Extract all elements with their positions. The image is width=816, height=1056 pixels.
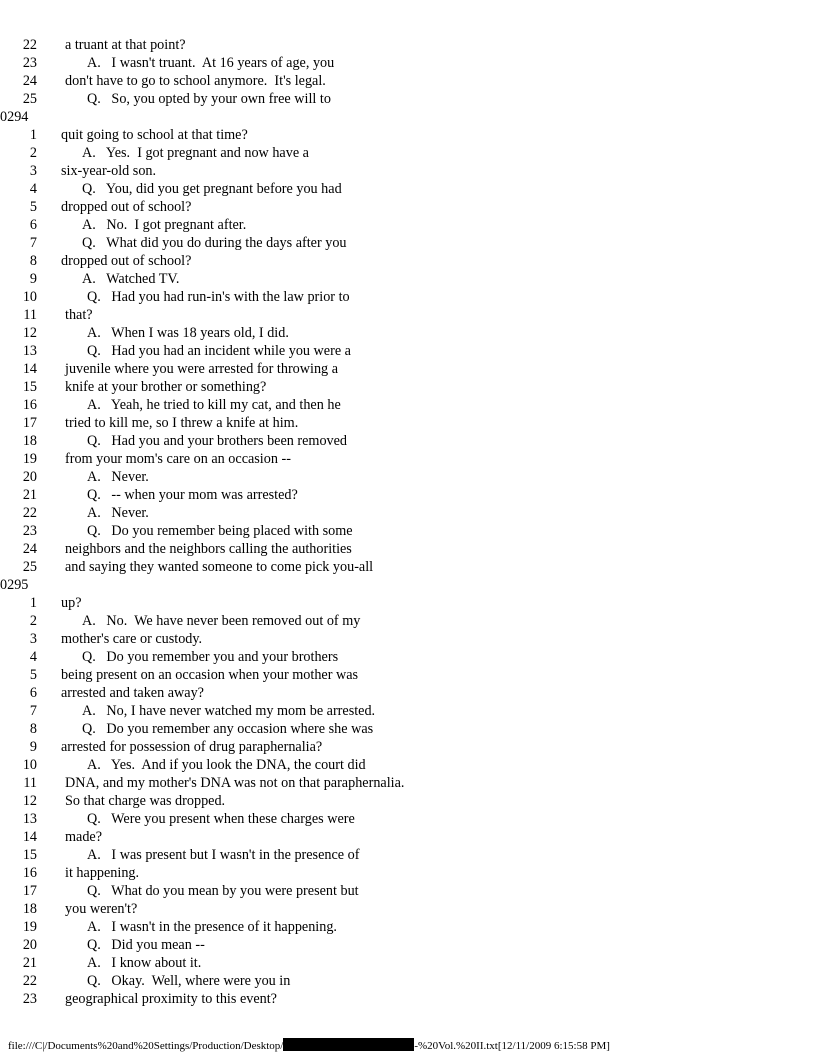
transcript-line (0, 828, 816, 846)
line-text: Q. Do you remember you and your brothers (82, 649, 339, 665)
line-text: dropped out of school? (61, 253, 192, 269)
transcript-line (0, 810, 816, 828)
page-number: 0295 (0, 577, 29, 593)
line-text: up? (61, 595, 82, 611)
transcript-line (0, 198, 816, 216)
line-text: being present on an occasion when your mother was (61, 667, 359, 683)
transcript-line (0, 630, 816, 648)
line-text: don't have to go to school anymore. It's legal. (65, 73, 326, 89)
transcript-line (0, 594, 816, 612)
transcript-line (0, 270, 816, 288)
line-number: 22 (22, 505, 37, 521)
line-text: Q. Had you had an incident while you were a (87, 343, 351, 359)
line-text: Q. What did you do during the days after you (82, 235, 347, 251)
transcript-line (0, 774, 816, 792)
transcript-line (0, 720, 816, 738)
transcript-line (0, 792, 816, 810)
line-number: 9 (29, 271, 37, 287)
line-text: neighbors and the neighbors calling the authorities (65, 541, 352, 557)
line-number: 3 (29, 163, 37, 179)
line-text: A. I wasn't in the presence of it happening. (87, 919, 337, 935)
line-text: arrested and taken away? (61, 685, 204, 701)
transcript-line (0, 288, 816, 306)
transcript-line (0, 342, 816, 360)
line-text: tried to kill me, so I threw a knife at him. (65, 415, 299, 431)
transcript-line (0, 162, 816, 180)
transcript-line (0, 864, 816, 882)
line-text: Q. You, did you get pregnant before you had (82, 181, 342, 197)
line-number: 5 (29, 667, 37, 683)
transcript-line (0, 558, 816, 576)
transcript-line (0, 234, 816, 252)
transcript-line (0, 450, 816, 468)
transcript-line (0, 990, 816, 1008)
line-text: mother's care or custody. (61, 631, 203, 647)
transcript-line (0, 144, 816, 162)
line-text: arrested for possession of drug paraphernalia? (61, 739, 323, 755)
page-number-marker (0, 108, 816, 126)
line-text: A. Watched TV. (82, 271, 180, 287)
transcript-line (0, 90, 816, 108)
line-number: 14 (22, 361, 37, 377)
line-number: 6 (29, 217, 37, 233)
line-text: A. I was present but I wasn't in the presence of (87, 847, 360, 863)
line-text: A. Yes. I got pregnant and now have a (82, 145, 309, 161)
transcript-line (0, 252, 816, 270)
line-number: 18 (22, 901, 37, 917)
transcript-line (0, 882, 816, 900)
line-number: 24 (22, 541, 37, 557)
line-text: quit going to school at that time? (61, 127, 248, 143)
line-text: Q. So, you opted by your own free will to (87, 91, 331, 107)
transcript-line (0, 396, 816, 414)
transcript-line (0, 954, 816, 972)
line-text: that? (65, 307, 93, 323)
line-number: 19 (22, 919, 37, 935)
line-number: 22 (22, 973, 37, 989)
line-number: 5 (29, 199, 37, 215)
line-number: 13 (22, 343, 37, 359)
line-number: 6 (29, 685, 37, 701)
transcript-line (0, 738, 816, 756)
transcript-line (0, 414, 816, 432)
line-text: from your mom's care on an occasion -- (65, 451, 291, 467)
line-text: A. No, I have never watched my mom be arrested. (82, 703, 376, 719)
line-number: 21 (22, 955, 37, 971)
line-number: 13 (22, 811, 37, 827)
line-text: So that charge was dropped. (65, 793, 226, 809)
line-number: 14 (22, 829, 37, 845)
line-text: A. Yeah, he tried to kill my cat, and then he (87, 397, 341, 413)
transcript-line (0, 666, 816, 684)
line-number: 17 (22, 883, 37, 899)
line-number: 15 (22, 379, 37, 395)
footer-path-suffix: -%20Vol.%20II.txt[12/11/2009 6:15:58 PM] (414, 1040, 610, 1052)
line-number: 4 (29, 181, 37, 197)
transcript-line (0, 468, 816, 486)
transcript-body (0, 36, 816, 1008)
line-text: A. Never. (87, 505, 149, 521)
line-number: 10 (22, 757, 37, 773)
transcript-line (0, 36, 816, 54)
line-number: 1 (29, 127, 37, 143)
transcript-line (0, 324, 816, 342)
line-number: 23 (22, 523, 37, 539)
line-text: A. No. We have never been removed out of my (82, 613, 361, 629)
line-number: 23 (22, 55, 37, 71)
transcript-line (0, 918, 816, 936)
line-text: A. When I was 18 years old, I did. (87, 325, 289, 341)
line-number: 24 (22, 73, 37, 89)
line-number: 23 (22, 991, 37, 1007)
transcript-line (0, 432, 816, 450)
line-number: 8 (29, 721, 37, 737)
line-text: A. No. I got pregnant after. (82, 217, 247, 233)
line-number: 7 (29, 235, 37, 251)
line-text: geographical proximity to this event? (65, 991, 277, 1007)
line-number: 22 (22, 37, 37, 53)
line-number: 21 (22, 487, 37, 503)
line-number: 4 (29, 649, 37, 665)
transcript-line (0, 216, 816, 234)
transcript-line (0, 702, 816, 720)
line-number: 8 (29, 253, 37, 269)
transcript-line (0, 522, 816, 540)
transcript-line (0, 360, 816, 378)
line-number: 3 (29, 631, 37, 647)
line-text: it happening. (65, 865, 140, 881)
transcript-line (0, 756, 816, 774)
transcript-line (0, 540, 816, 558)
line-number: 2 (29, 145, 37, 161)
line-number: 11 (23, 307, 37, 323)
transcript-line (0, 900, 816, 918)
line-text: and saying they wanted someone to come pick you-all (65, 559, 374, 575)
line-text: Q. -- when your mom was arrested? (87, 487, 298, 503)
line-text: you weren't? (65, 901, 138, 917)
redaction-bar (283, 1038, 414, 1051)
line-number: 10 (22, 289, 37, 305)
transcript-line (0, 684, 816, 702)
transcript-line (0, 486, 816, 504)
line-number: 1 (29, 595, 37, 611)
line-text: Q. Do you remember being placed with some (87, 523, 353, 539)
line-number: 19 (22, 451, 37, 467)
line-text: made? (65, 829, 103, 845)
footer-path-prefix: file:///C|/Documents%20and%20Settings/Production/Desktop/ (8, 1040, 284, 1052)
line-text: knife at your brother or something? (65, 379, 267, 395)
line-number: 25 (22, 91, 37, 107)
line-number: 18 (22, 433, 37, 449)
transcript-line (0, 936, 816, 954)
line-text: Q. Do you remember any occasion where she was (82, 721, 374, 737)
transcript-line (0, 846, 816, 864)
line-number: 16 (22, 397, 37, 413)
transcript-line (0, 648, 816, 666)
line-text: dropped out of school? (61, 199, 192, 215)
line-number: 17 (22, 415, 37, 431)
transcript-line (0, 126, 816, 144)
line-text: Q. Okay. Well, where were you in (87, 973, 291, 989)
line-text: Q. Did you mean -- (87, 937, 205, 953)
line-text: DNA, and my mother's DNA was not on that paraphernalia. (65, 775, 405, 791)
transcript-line (0, 54, 816, 72)
line-number: 20 (22, 937, 37, 953)
line-text: Q. Had you and your brothers been removed (87, 433, 348, 449)
line-text: six-year-old son. (61, 163, 157, 179)
line-text: A. I know about it. (87, 955, 202, 971)
line-number: 20 (22, 469, 37, 485)
page-footer (8, 1038, 610, 1053)
line-number: 12 (22, 793, 37, 809)
line-text: a truant at that point? (65, 37, 186, 53)
line-text: A. Never. (87, 469, 149, 485)
line-number: 15 (22, 847, 37, 863)
line-number: 16 (22, 865, 37, 881)
line-text: Q. Had you had run-in's with the law prior to (87, 289, 350, 305)
line-number: 11 (23, 775, 37, 791)
line-number: 7 (29, 703, 37, 719)
transcript-line (0, 306, 816, 324)
transcript-line (0, 180, 816, 198)
transcript-line (0, 504, 816, 522)
transcript-line (0, 612, 816, 630)
line-text: A. Yes. And if you look the DNA, the court did (87, 757, 366, 773)
page-number-marker (0, 576, 816, 594)
transcript-line (0, 972, 816, 990)
line-number: 25 (22, 559, 37, 575)
line-number: 2 (29, 613, 37, 629)
line-number: 12 (22, 325, 37, 341)
transcript-line (0, 378, 816, 396)
line-text: A. I wasn't truant. At 16 years of age, you (87, 55, 335, 71)
line-text: Q. What do you mean by you were present but (87, 883, 359, 899)
line-text: Q. Were you present when these charges were (87, 811, 355, 827)
page-number: 0294 (0, 109, 29, 125)
line-number: 9 (29, 739, 37, 755)
line-text: juvenile where you were arrested for throwing a (65, 361, 338, 377)
transcript-line (0, 72, 816, 90)
